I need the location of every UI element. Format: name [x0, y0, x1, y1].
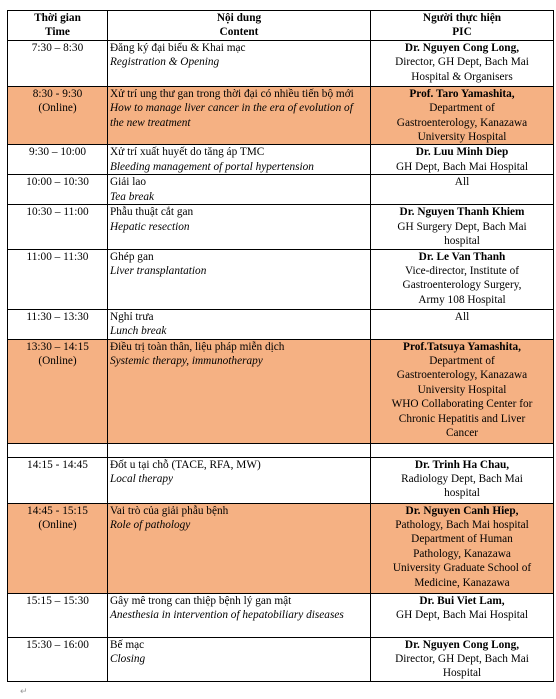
pic-affiliation: hospital — [444, 487, 480, 500]
time-cell — [8, 86, 108, 145]
pic-affiliation: University Hospital — [417, 131, 507, 144]
content-cell — [108, 40, 371, 86]
pic-name: Prof. Taro Yamashita, — [409, 87, 515, 100]
pic-affiliation: University Graduate School of — [392, 562, 532, 575]
time-cell — [8, 40, 108, 86]
pic-cell — [371, 205, 554, 249]
pic-name: Dr. Nguyen Canh Hiep, — [405, 504, 519, 517]
pic-affiliation: Director, GH Dept, Bach Mai — [395, 653, 529, 666]
agenda-page — [7, 10, 553, 682]
content-vietnamese: Gây mê trong can thiệp bệnh lý gan mật — [110, 594, 292, 607]
pic-affiliation: Radiology Dept, Bach Mai — [401, 473, 523, 486]
content-cell — [108, 503, 371, 593]
pic-affiliation: GH Dept, Bach Mai Hospital — [395, 160, 529, 173]
content-vietnamese: Điều trị toàn thân, liệu pháp miễn dịch — [110, 340, 285, 353]
header-content: Nội dung Content — [108, 11, 371, 41]
pic-name: Dr. Le Van Thanh — [418, 250, 506, 263]
time-text: 11:00 – 11:30 — [26, 250, 89, 263]
pic-affiliation: Gastroenterology, Kanazawa — [396, 116, 528, 129]
pic-affiliation: Pathology, Kanazawa — [413, 547, 511, 560]
content-vietnamese: Đăng ký đại biểu & Khai mạc — [110, 41, 246, 54]
time-cell — [8, 503, 108, 593]
content-cell — [108, 145, 371, 175]
content-english: Bleeding management of portal hypertension — [110, 160, 314, 173]
pic-name: Dr. Luu Minh Diep — [415, 146, 509, 159]
pic-affiliation: Chronic Hepatitis and Liver — [398, 412, 526, 425]
pic-cell — [371, 175, 554, 205]
content-cell — [108, 457, 371, 503]
pic-name: Dr. Nguyen Thanh Khiem — [399, 206, 525, 219]
content-cell — [108, 593, 371, 637]
content-cell — [108, 205, 371, 249]
content-vietnamese: Ghép gan — [110, 250, 154, 263]
table-row — [8, 249, 554, 309]
pic-affiliation: Pathology, Bach Mai hospital — [395, 519, 529, 532]
time-cell — [8, 249, 108, 309]
pic-cell — [371, 339, 554, 443]
time-text: 10:30 – 11:00 — [26, 206, 89, 219]
content-vietnamese: Giải lao — [110, 176, 147, 189]
table-row — [8, 457, 554, 503]
pic-cell — [371, 145, 554, 175]
content-vietnamese: Đốt u tại chỗ (TACE, RFA, MW) — [110, 458, 261, 471]
header-time: Thời gian Time — [8, 11, 108, 41]
pic-cell — [371, 593, 554, 637]
time-text: 14:15 - 14:45 — [27, 458, 88, 471]
table-row — [8, 175, 554, 205]
time-cell — [8, 637, 108, 681]
content-english: Liver transplantation — [110, 265, 207, 278]
content-vietnamese: Vai trò của giải phẫu bệnh — [110, 504, 229, 517]
time-cell — [8, 205, 108, 249]
time-text: (Online) — [38, 355, 77, 368]
time-text: 15:30 – 16:00 — [26, 638, 89, 651]
pic-name: Dr. Trinh Ha Chau, — [414, 458, 510, 471]
content-cell — [108, 637, 371, 681]
table-row — [8, 145, 554, 175]
table-row — [8, 86, 554, 145]
pic-name: Dr. Nguyen Cong Long, — [404, 41, 520, 54]
paragraph-mark: ↵ — [20, 686, 28, 696]
content-english: Systemic therapy, immunotherapy — [110, 355, 263, 368]
content-english: Closing — [110, 653, 146, 666]
agenda-body — [8, 40, 554, 681]
time-text: 9:30 – 10:00 — [28, 146, 87, 159]
time-text: (Online) — [38, 102, 77, 115]
pic-cell — [371, 503, 554, 593]
table-row — [8, 443, 554, 457]
agenda-table — [7, 10, 554, 682]
pic-affiliation: Cancer — [446, 427, 478, 440]
content-vietnamese: Xử trí ung thư gan trong thời đại có nhiều tiến bộ mới — [110, 87, 354, 100]
time-text: 14:45 - 15:15 — [27, 504, 88, 517]
table-row — [8, 593, 554, 637]
pic-affiliation: Gastroenterology, Kanazawa — [396, 369, 528, 382]
table-row — [8, 637, 554, 681]
content-cell — [108, 249, 371, 309]
content-cell — [108, 309, 371, 339]
pic-cell — [371, 443, 554, 457]
time-text: 7:30 – 8:30 — [31, 41, 84, 54]
pic-affiliation: Gastroenterology Surgery, — [402, 279, 522, 292]
pic-affiliation: Hospital & Organisers — [411, 70, 513, 83]
time-cell — [8, 457, 108, 503]
pic-affiliation: Department of — [429, 102, 495, 115]
pic-affiliation: Department of — [429, 355, 495, 368]
content-english: Role of pathology — [110, 519, 191, 532]
time-cell — [8, 443, 108, 457]
content-english: Tea break — [110, 190, 155, 203]
pic-cell — [371, 86, 554, 145]
content-english: Local therapy — [110, 473, 174, 486]
pic-cell — [371, 309, 554, 339]
pic-affiliation: GH Dept, Bach Mai Hospital — [395, 609, 529, 622]
content-english: Hepatic resection — [110, 220, 190, 233]
content-cell — [108, 443, 371, 457]
content-vietnamese: Xử trí xuất huyết do tăng áp TMC — [110, 146, 265, 159]
pic-affiliation: All — [454, 310, 470, 323]
time-text: 15:15 – 15:30 — [26, 594, 89, 607]
time-cell — [8, 339, 108, 443]
pic-affiliation: WHO Collaborating Center for — [391, 398, 533, 411]
content-english: How to manage liver cancer in the era of evolution of the new treatment — [110, 102, 353, 129]
pic-cell — [371, 249, 554, 309]
table-row — [8, 339, 554, 443]
table-row — [8, 40, 554, 86]
content-english: Anesthesia in intervention of hepatobiliary diseases — [110, 609, 344, 622]
time-cell — [8, 175, 108, 205]
content-english: Registration & Opening — [110, 56, 220, 69]
table-row — [8, 205, 554, 249]
time-text: 11:30 – 13:30 — [26, 310, 89, 323]
time-text: (Online) — [38, 519, 77, 532]
time-cell — [8, 593, 108, 637]
header-pic: Người thực hiện PIC — [371, 11, 554, 41]
pic-affiliation: Vice-director, Institute of — [405, 265, 519, 278]
time-cell — [8, 145, 108, 175]
table-header-row — [8, 11, 554, 41]
pic-affiliation: hospital — [444, 235, 480, 248]
content-english: Lunch break — [110, 325, 167, 338]
table-row — [8, 309, 554, 339]
pic-affiliation: Director, GH Dept, Bach Mai — [395, 56, 529, 69]
time-text: 10:00 – 10:30 — [26, 176, 89, 189]
pic-cell — [371, 457, 554, 503]
pic-name: Prof.Tatsuya Yamashita, — [403, 340, 521, 353]
pic-affiliation: Department of Human — [411, 533, 513, 546]
content-vietnamese: Phẫu thuật cắt gan — [110, 206, 194, 219]
content-vietnamese: Bế mạc — [110, 638, 145, 651]
pic-affiliation: Hospital — [442, 667, 482, 680]
pic-affiliation: All — [454, 176, 470, 189]
content-cell — [108, 339, 371, 443]
time-cell — [8, 309, 108, 339]
pic-cell — [371, 637, 554, 681]
content-vietnamese: Nghỉ trưa — [110, 310, 154, 323]
pic-affiliation: Medicine, Kanazawa — [414, 576, 510, 589]
pic-cell — [371, 40, 554, 86]
content-cell — [108, 175, 371, 205]
pic-affiliation: Army 108 Hospital — [418, 293, 506, 306]
pic-affiliation: University Hospital — [417, 383, 507, 396]
time-text: 8:30 - 9:30 — [32, 87, 83, 100]
table-row — [8, 503, 554, 593]
time-text: 13:30 – 14:15 — [26, 340, 89, 353]
pic-name: Dr. Bui Viet Lam, — [419, 594, 505, 607]
content-cell — [108, 86, 371, 145]
pic-affiliation: GH Surgery Dept, Bach Mai — [397, 220, 527, 233]
pic-name: Dr. Nguyen Cong Long, — [404, 638, 520, 651]
